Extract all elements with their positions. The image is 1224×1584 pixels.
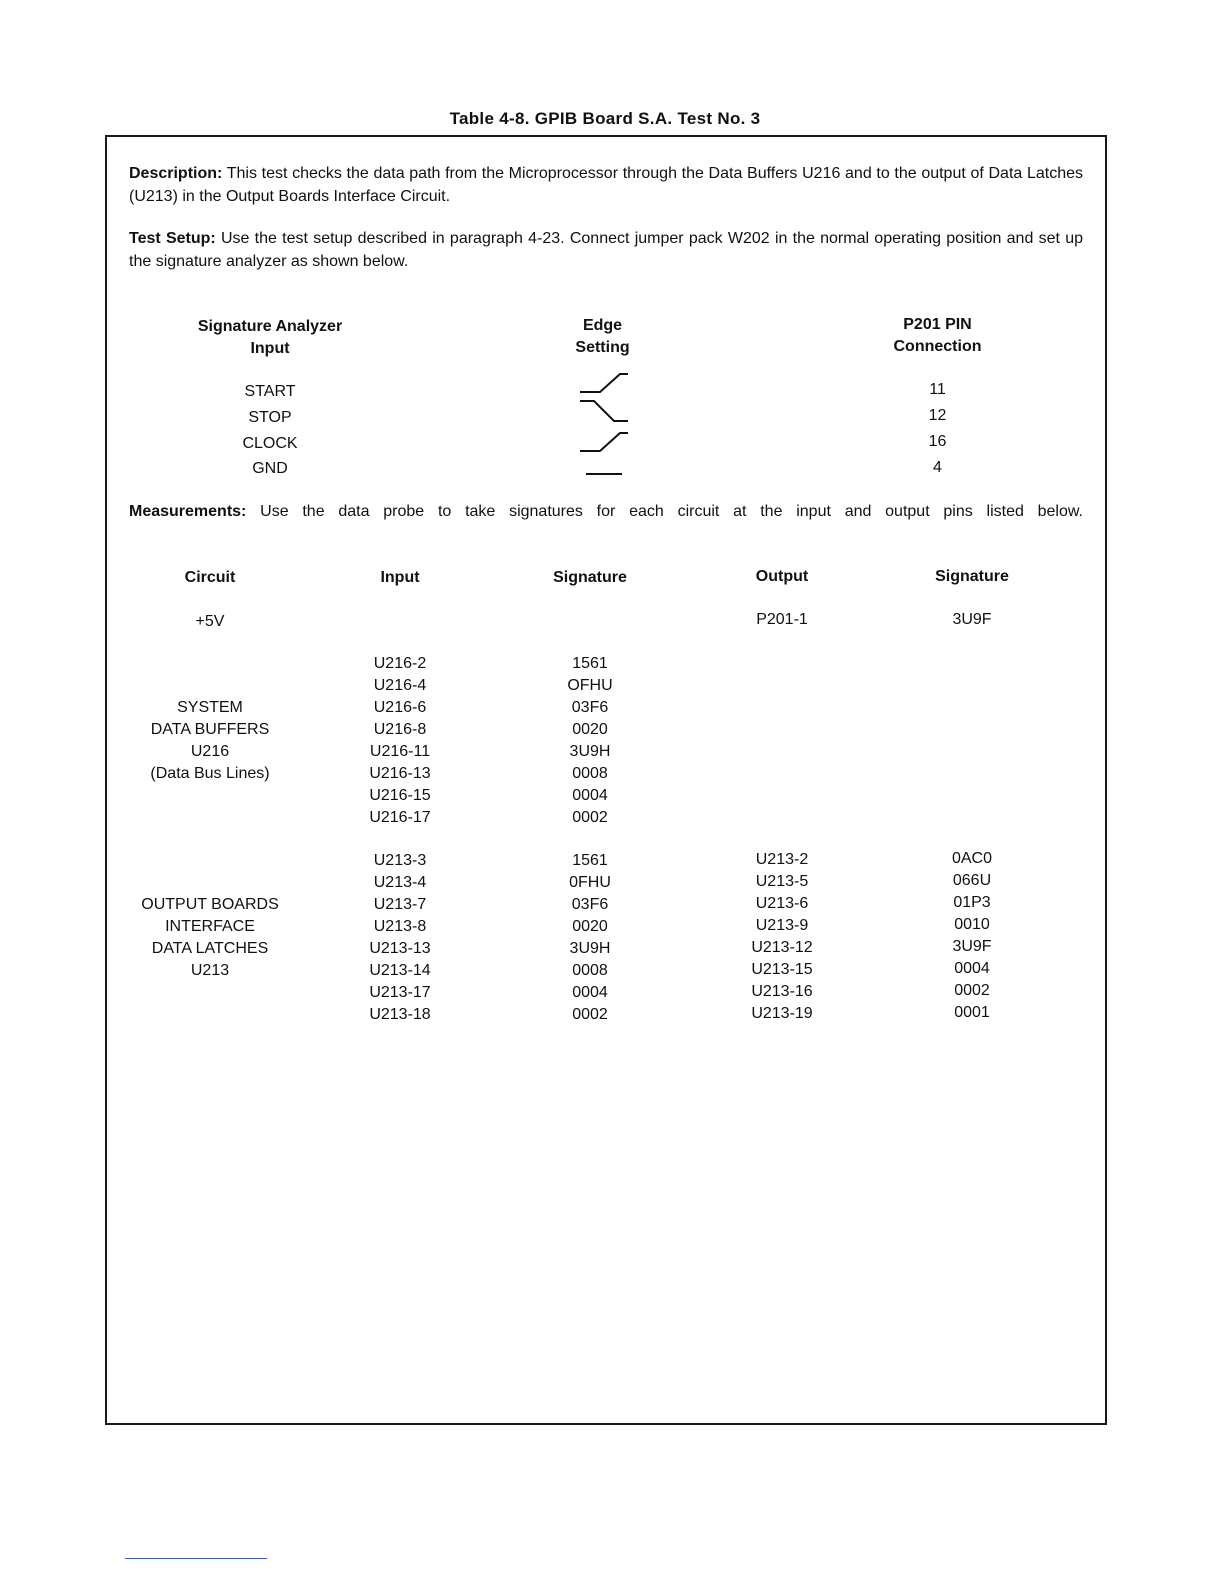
input-pin: U213-14 <box>369 962 431 979</box>
signature-value: 03F6 <box>571 896 609 913</box>
signature-value: 0004 <box>572 984 608 1001</box>
setup-header-pin <box>840 314 1035 358</box>
output-pin: U213-2 <box>755 851 809 868</box>
test-setup-text: Use the test setup described in paragraph 4-23. Connect jumper pack W202 in the normal operating position and set up the signature analyzer as shown below. <box>129 230 1083 270</box>
measurements-paragraph <box>129 500 1083 523</box>
circuit-line: INTERFACE <box>165 918 255 935</box>
input-pin: U216-15 <box>369 787 431 804</box>
input-pin: U213-8 <box>373 918 427 935</box>
output-pin: U213-5 <box>755 873 809 890</box>
plus5v-signature: 3U9F <box>952 611 992 628</box>
plus5v-output: P201-1 <box>756 611 808 628</box>
output-latches-out-signatures <box>902 848 1042 1024</box>
measurements-label: Measurements: <box>129 503 247 520</box>
signature-value: 0002 <box>954 982 990 999</box>
output-pin: U213-16 <box>751 983 813 1000</box>
signature-value: 0004 <box>954 960 990 977</box>
output-latches-outputs <box>712 849 852 1025</box>
setup-header-edge-line1: Edge <box>582 317 623 334</box>
signature-value: 0FHU <box>569 874 611 891</box>
circuit-line: DATA BUFFERS <box>150 721 270 738</box>
setup-input-start: START <box>244 383 296 400</box>
setup-pin-stop: 12 <box>928 407 947 424</box>
input-pin: U216-11 <box>369 743 431 760</box>
signature-value: 0008 <box>572 765 608 782</box>
input-pin: U216-2 <box>373 655 427 672</box>
signature-value: 3U9F <box>952 938 992 955</box>
setup-pin-clock: 16 <box>928 433 947 450</box>
signature-value: 0020 <box>572 721 608 738</box>
description-label: Description: <box>129 165 223 182</box>
signature-value: 03F6 <box>571 699 609 716</box>
setup-header-edge <box>530 315 675 359</box>
output-pin: U213-6 <box>755 895 809 912</box>
setup-input-gnd: GND <box>252 460 288 477</box>
signature-value: 066U <box>952 872 992 889</box>
circuit-line: OUTPUT BOARDS <box>141 896 279 913</box>
footer-rule <box>125 1558 267 1559</box>
output-latches-inputs <box>330 850 470 1026</box>
circuit-line: (Data Bus Lines) <box>150 765 270 782</box>
signature-value: 0020 <box>572 918 608 935</box>
rising-edge-icon <box>572 368 634 396</box>
input-pin: U216-6 <box>373 699 427 716</box>
measurements-text: Use the data probe to take signatures for each circuit at the input and output pins listed below. <box>246 503 1083 520</box>
meas-header-input: Input <box>380 569 420 586</box>
ground-line-icon <box>572 462 634 482</box>
output-pin: U213-9 <box>755 917 809 934</box>
setup-header-input <box>160 316 380 360</box>
input-pin: U216-4 <box>373 677 427 694</box>
meas-header-in-signature: Signature <box>553 569 627 586</box>
signature-value: 3U9H <box>569 940 611 957</box>
input-pin: U213-3 <box>373 852 427 869</box>
setup-header-input-line2: Input <box>250 340 290 357</box>
signature-value: 01P3 <box>953 894 991 911</box>
input-pin: U213-7 <box>373 896 427 913</box>
input-pin: U216-17 <box>369 809 431 826</box>
signature-value: 3U9H <box>569 743 611 760</box>
signature-value: 0AC0 <box>951 850 993 867</box>
input-pin: U213-17 <box>369 984 431 1001</box>
output-pin: U213-19 <box>751 1005 813 1022</box>
input-pin: U216-8 <box>373 721 427 738</box>
plus5v-circuit: +5V <box>195 613 225 630</box>
description-text: This test checks the data path from the Microprocessor through the Data Buffers U216 and to the output of Data Latches (U213) in the Output Boards Interface Circuit. <box>129 165 1083 205</box>
output-latches-circuit <box>110 894 310 982</box>
system-buffers-circuit <box>110 697 310 785</box>
system-buffers-inputs <box>330 653 470 829</box>
rising-edge-icon <box>572 427 634 455</box>
signature-value: 0002 <box>572 809 608 826</box>
input-pin: U213-18 <box>369 1006 431 1023</box>
setup-header-input-line1: Signature Analyzer <box>197 318 343 335</box>
setup-pin-start: 11 <box>929 381 946 398</box>
setup-header-pin-line1: P201 PIN <box>903 316 972 333</box>
circuit-line: DATA LATCHES <box>151 940 269 957</box>
signature-value: 1561 <box>572 655 608 672</box>
signature-value: OFHU <box>567 677 613 694</box>
table-title: Table 4-8. GPIB Board S.A. Test No. 3 <box>449 109 761 128</box>
system-buffers-signatures <box>520 653 660 829</box>
setup-input-clock: CLOCK <box>242 435 298 452</box>
meas-header-out-signature: Signature <box>935 568 1009 585</box>
setup-header-edge-line2: Setting <box>575 339 630 356</box>
signature-value: 0004 <box>572 787 608 804</box>
meas-header-output: Output <box>755 568 809 585</box>
input-pin: U213-13 <box>369 940 431 957</box>
setup-input-stop: STOP <box>248 409 292 426</box>
signature-value: 0008 <box>572 962 608 979</box>
circuit-line: U216 <box>190 743 230 760</box>
meas-header-circuit: Circuit <box>184 569 236 586</box>
description-paragraph <box>129 162 1083 208</box>
setup-pin-gnd: 4 <box>933 459 942 476</box>
test-setup-paragraph <box>129 227 1083 273</box>
output-latches-in-signatures <box>520 850 660 1026</box>
signature-value: 0002 <box>572 1006 608 1023</box>
test-setup-label: Test Setup: <box>129 230 216 247</box>
input-pin: U213-4 <box>373 874 427 891</box>
circuit-line: U213 <box>190 962 230 979</box>
signature-value: 0001 <box>954 1004 990 1021</box>
circuit-line: SYSTEM <box>177 699 243 716</box>
signature-value: 0010 <box>954 916 990 933</box>
input-pin: U216-13 <box>369 765 431 782</box>
output-pin: U213-15 <box>751 961 813 978</box>
setup-header-pin-line2: Connection <box>893 338 982 355</box>
output-pin: U213-12 <box>751 939 813 956</box>
falling-edge-icon <box>572 397 634 427</box>
signature-value: 1561 <box>572 852 608 869</box>
